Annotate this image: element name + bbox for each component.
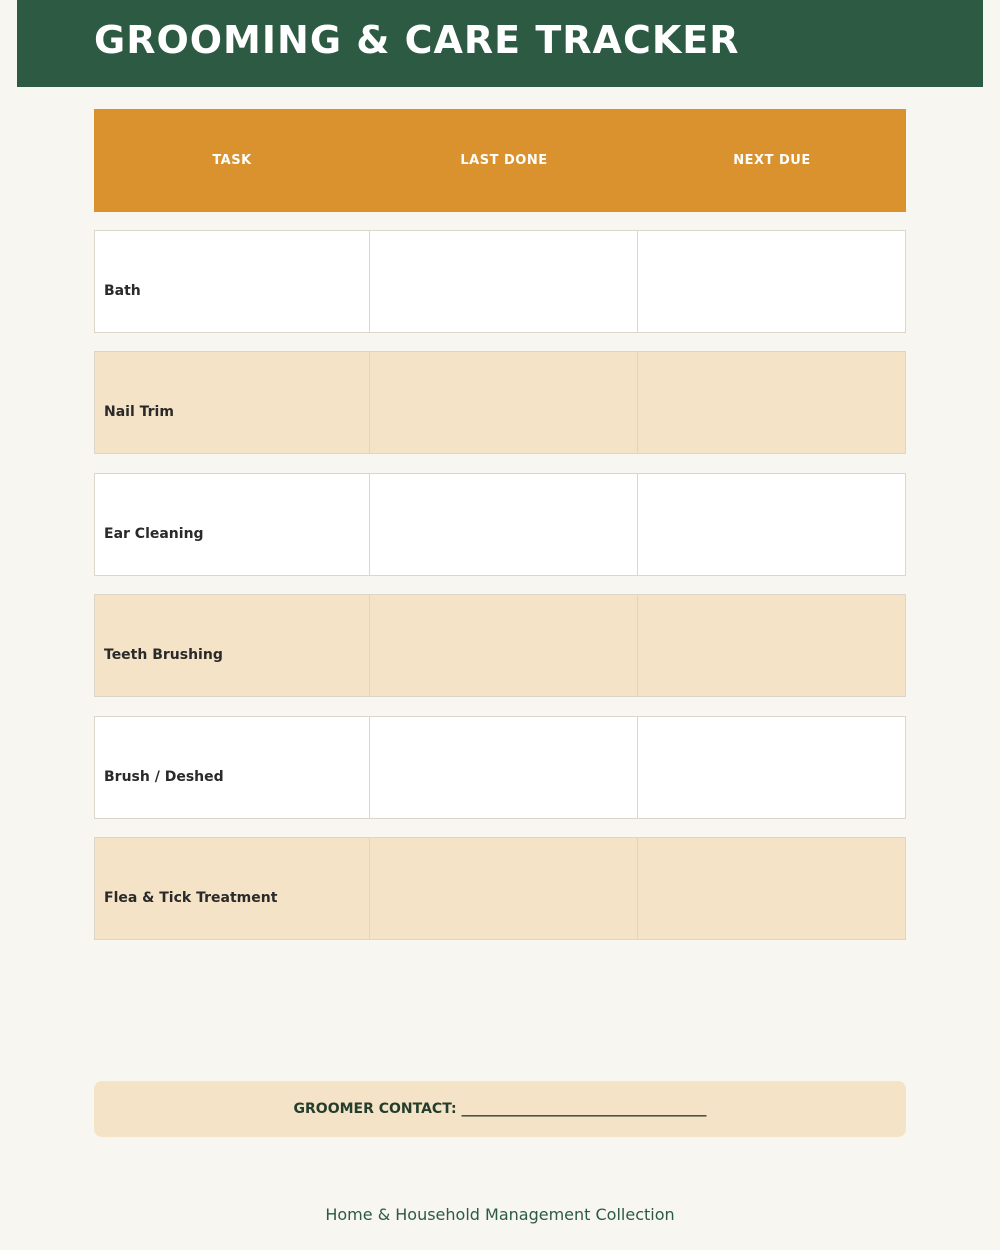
task-label: Bath [104,283,141,299]
table-row [94,716,906,819]
task-cell [95,474,370,575]
table-row [94,351,906,454]
next-due-cell[interactable] [638,717,905,818]
table-row [94,837,906,940]
next-due-cell[interactable] [638,474,905,575]
next-due-cell[interactable] [638,595,905,696]
last-done-cell[interactable] [370,352,638,453]
groomer-contact-box [94,1081,906,1137]
task-label: Flea & Tick Treatment [104,890,278,906]
column-header-next-due: NEXT DUE [733,153,811,168]
task-cell [95,352,370,453]
task-label: Ear Cleaning [104,526,204,542]
task-cell [95,838,370,939]
task-cell [95,595,370,696]
task-cell [95,717,370,818]
last-done-cell[interactable] [370,838,638,939]
last-done-cell[interactable] [370,474,638,575]
task-label: Brush / Deshed [104,769,224,785]
task-label: Nail Trim [104,404,174,420]
table-header-row [94,109,906,212]
column-header-task: TASK [212,153,252,168]
table-row [94,473,906,576]
table-row [94,594,906,697]
task-cell [95,231,370,332]
next-due-cell[interactable] [638,352,905,453]
next-due-cell[interactable] [638,838,905,939]
task-label: Teeth Brushing [104,647,223,663]
title-banner [17,0,983,87]
table-row [94,230,906,333]
column-header-last-done: LAST DONE [460,153,548,168]
next-due-cell[interactable] [638,231,905,332]
footer-collection-name: Home & Household Management Collection [325,1205,675,1224]
last-done-cell[interactable] [370,231,638,332]
last-done-cell[interactable] [370,717,638,818]
page-title: GROOMING & CARE TRACKER [94,18,740,62]
groomer-contact-label: GROOMER CONTACT: ___________________________________ [293,1101,707,1117]
last-done-cell[interactable] [370,595,638,696]
